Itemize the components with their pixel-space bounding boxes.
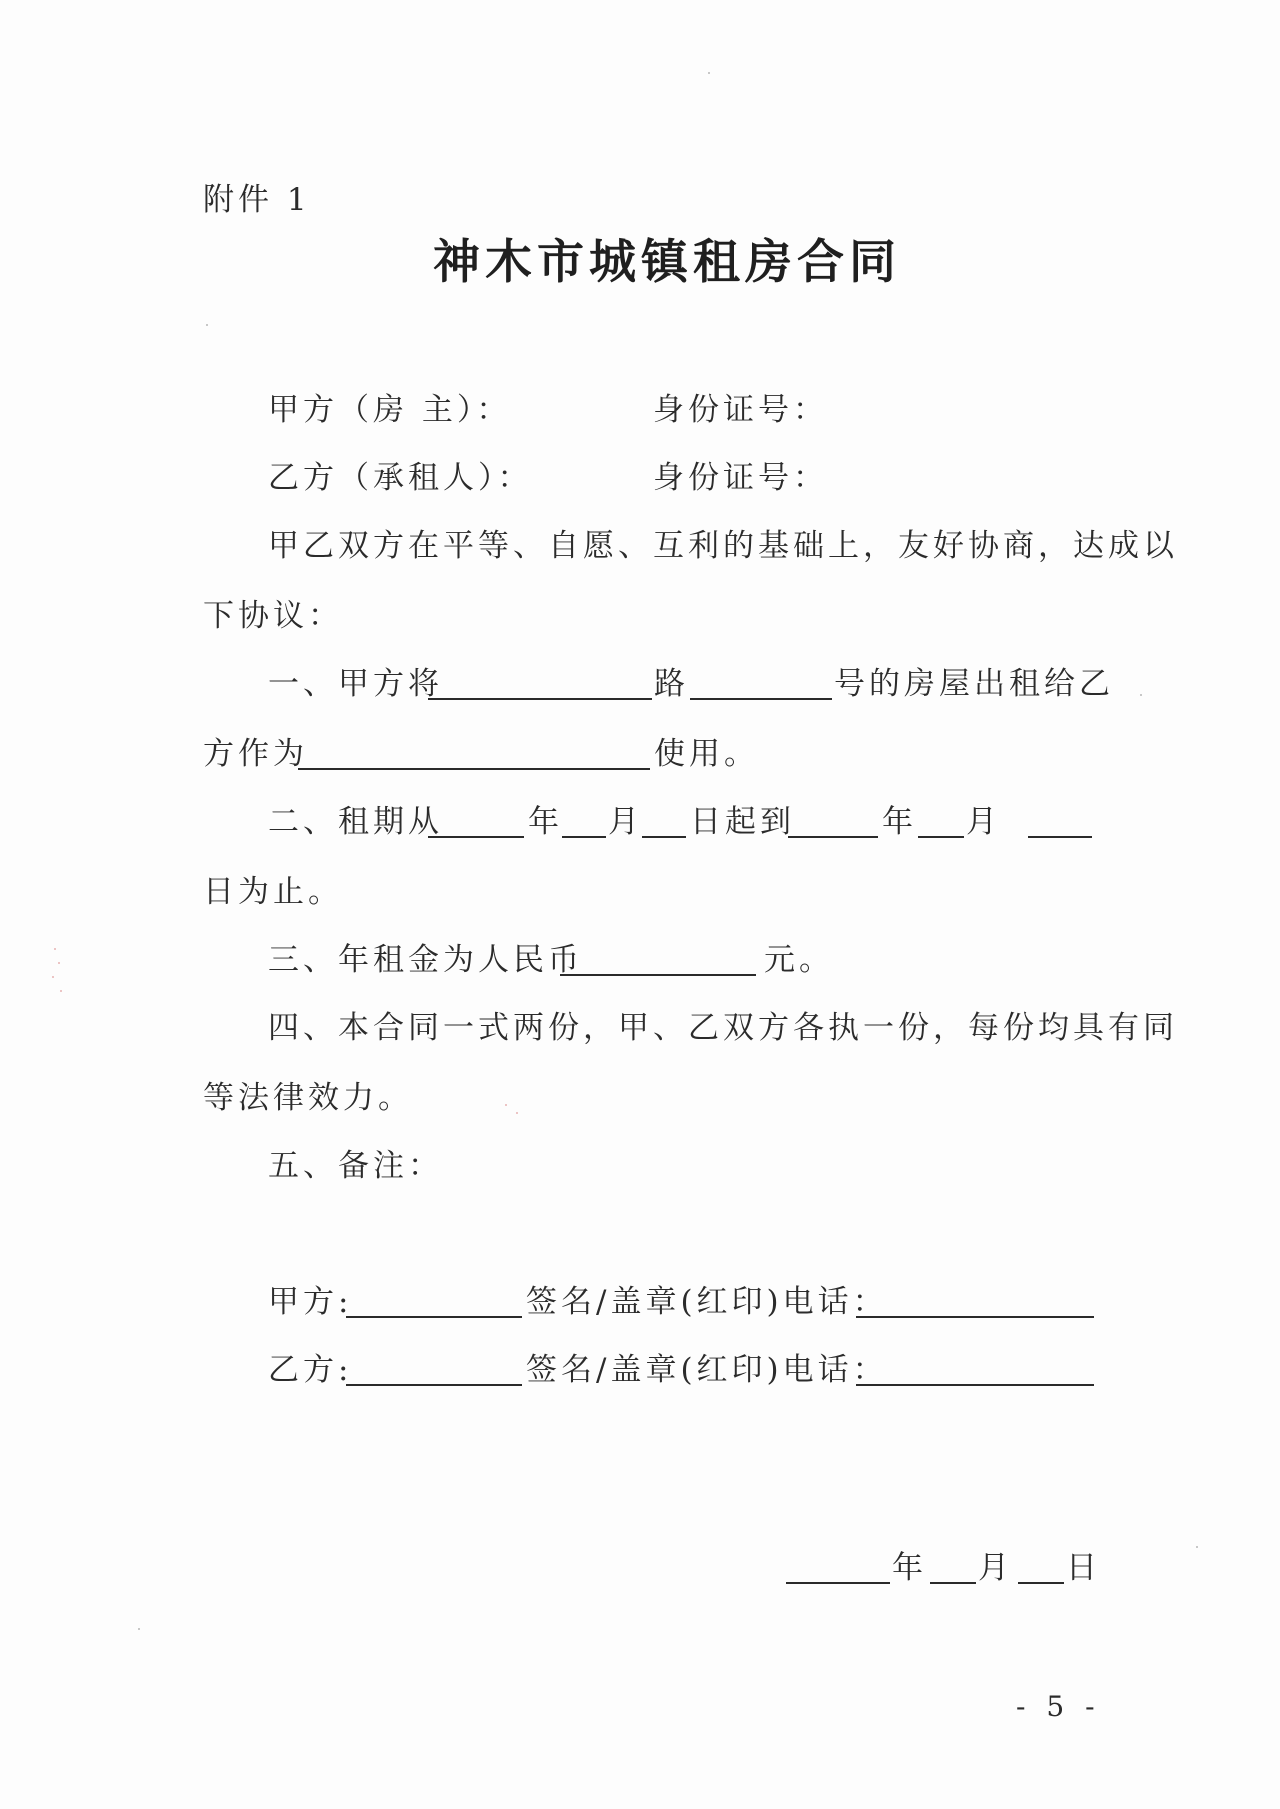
intro-line-1: 甲乙双方在平等、自愿、互利的基础上，友好协商，达成以 <box>268 528 1178 564</box>
clause2-month: 月 <box>608 804 643 840</box>
clause3-suffix: 元。 <box>764 942 834 978</box>
party-b-id-label: 身份证号： <box>653 460 828 496</box>
scan-speck <box>58 962 60 964</box>
scan-speck <box>708 72 710 74</box>
number-blank <box>690 698 832 700</box>
clause1-prefix: 一、甲方将 <box>268 666 443 702</box>
start-month-blank <box>562 836 606 838</box>
party-a-phone-blank <box>856 1316 1094 1318</box>
clause2-line2: 日为止。 <box>203 874 343 910</box>
party-a-sign-label: 甲方: <box>268 1284 353 1320</box>
clause5-label: 五、备注： <box>268 1148 443 1184</box>
party-a-name-blank <box>346 1316 522 1318</box>
attachment-label: 附件 1 <box>203 182 311 218</box>
party-b-label: 乙方（承租人）： <box>268 460 533 496</box>
end-day-blank <box>1028 836 1092 838</box>
end-year-blank <box>788 836 878 838</box>
scan-speck <box>206 324 208 326</box>
sign-year-blank <box>786 1582 890 1584</box>
intro-line-2: 下协议： <box>203 598 343 634</box>
clause1-line2-prefix: 方作为 <box>203 736 308 772</box>
usage-blank <box>298 768 650 770</box>
clause2-prefix: 二、租期从 <box>268 804 443 840</box>
clause4-line-2: 等法律效力。 <box>203 1080 413 1116</box>
party-b-phone-blank <box>856 1384 1094 1386</box>
party-a-sign-phone-label: 签名/盖章(红印)电话： <box>526 1284 888 1320</box>
clause3-prefix: 三、年租金为人民币 <box>268 942 583 978</box>
date-day: 日 <box>1066 1550 1101 1586</box>
scan-speck <box>54 948 56 950</box>
scan-speck <box>1140 694 1142 696</box>
clause2-year: 年 <box>528 804 563 840</box>
document-title: 神木市城镇租房合同 <box>433 235 901 290</box>
scan-speck <box>138 1628 140 1630</box>
scan-speck <box>1196 1546 1198 1548</box>
page-number: - 5 - <box>1016 1690 1101 1723</box>
clause2-year2: 年 <box>882 804 917 840</box>
start-year-blank <box>428 836 524 838</box>
party-a-label: 甲方（房 主）： <box>268 392 512 428</box>
end-month-blank <box>918 836 964 838</box>
date-month: 月 <box>978 1550 1013 1586</box>
scan-speck <box>52 976 54 978</box>
party-b-sign-label: 乙方: <box>268 1352 353 1388</box>
scan-speck <box>60 990 62 992</box>
clause2-month2: 月 <box>966 804 1001 840</box>
rent-amount-blank <box>560 974 756 976</box>
scan-speck <box>516 1112 518 1114</box>
sign-day-blank <box>1018 1582 1064 1584</box>
sign-month-blank <box>930 1582 976 1584</box>
clause2-day-from: 日起到 <box>690 804 795 840</box>
start-day-blank <box>642 836 686 838</box>
clause1-suffix: 号的房屋出租给乙 <box>834 666 1114 702</box>
clause1-line2-suffix: 使用。 <box>654 736 759 772</box>
road-blank <box>428 698 652 700</box>
party-b-name-blank <box>346 1384 522 1386</box>
clause4-line-1: 四、本合同一式两份，甲、乙双方各执一份，每份均具有同 <box>268 1010 1178 1046</box>
party-b-sign-phone-label: 签名/盖章(红印)电话： <box>526 1352 888 1388</box>
scan-speck <box>505 1104 507 1106</box>
clause1-road: 路 <box>654 666 689 702</box>
date-year: 年 <box>892 1550 927 1586</box>
party-a-id-label: 身份证号： <box>653 392 828 428</box>
